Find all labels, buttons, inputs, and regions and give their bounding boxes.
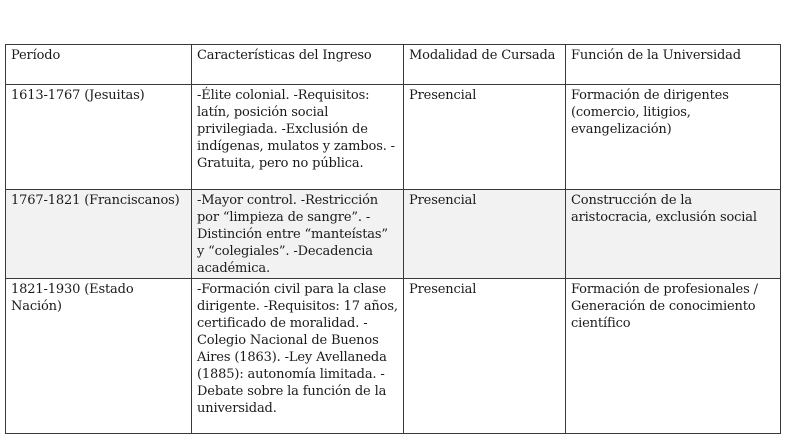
header-caracteristicas: Características del Ingreso	[192, 45, 404, 85]
table-header	[6, 45, 781, 85]
header-funcion: Función de la Universidad	[566, 45, 781, 85]
table-row	[6, 85, 781, 190]
university-history-table	[5, 44, 781, 434]
cell-modalidad: Presencial	[404, 85, 566, 190]
table-body	[6, 85, 781, 434]
cell-caracteristicas: -Mayor control. -Restricción por “limpieza de sangre”. -Distinción entre “manteístas” y “colegiales”. -Decadencia académica.	[192, 190, 404, 279]
cell-modalidad: Presencial	[404, 190, 566, 279]
header-modalidad: Modalidad de Cursada	[404, 45, 566, 85]
cell-funcion: Formación de dirigentes (comercio, litigios, evangelización)	[566, 85, 781, 190]
cell-periodo: 1821-1930 (Estado Nación)	[6, 279, 192, 434]
history-table-container	[5, 44, 780, 434]
cell-caracteristicas: -Élite colonial. -Requisitos: latín, posición social privilegiada. -Exclusión de indígenas, mulatos y zambos. -Gratuita, pero no pública.	[192, 85, 404, 190]
cell-periodo: 1613-1767 (Jesuitas)	[6, 85, 192, 190]
table-row	[6, 279, 781, 434]
header-periodo: Período	[6, 45, 192, 85]
cell-modalidad: Presencial	[404, 279, 566, 434]
cell-funcion: Construcción de la aristocracia, exclusión social	[566, 190, 781, 279]
cell-periodo: 1767-1821 (Franciscanos)	[6, 190, 192, 279]
cell-caracteristicas: -Formación civil para la clase dirigente. -Requisitos: 17 años, certificado de moralidad. -Colegio Nacional de Buenos Aires (1863). -Ley Avellaneda (1885): autonomía limitada. -Debate sobre la función de la universidad.	[192, 279, 404, 434]
header-row	[6, 45, 781, 85]
table-row	[6, 190, 781, 279]
cell-funcion: Formación de profesionales / Generación de conocimiento científico	[566, 279, 781, 434]
